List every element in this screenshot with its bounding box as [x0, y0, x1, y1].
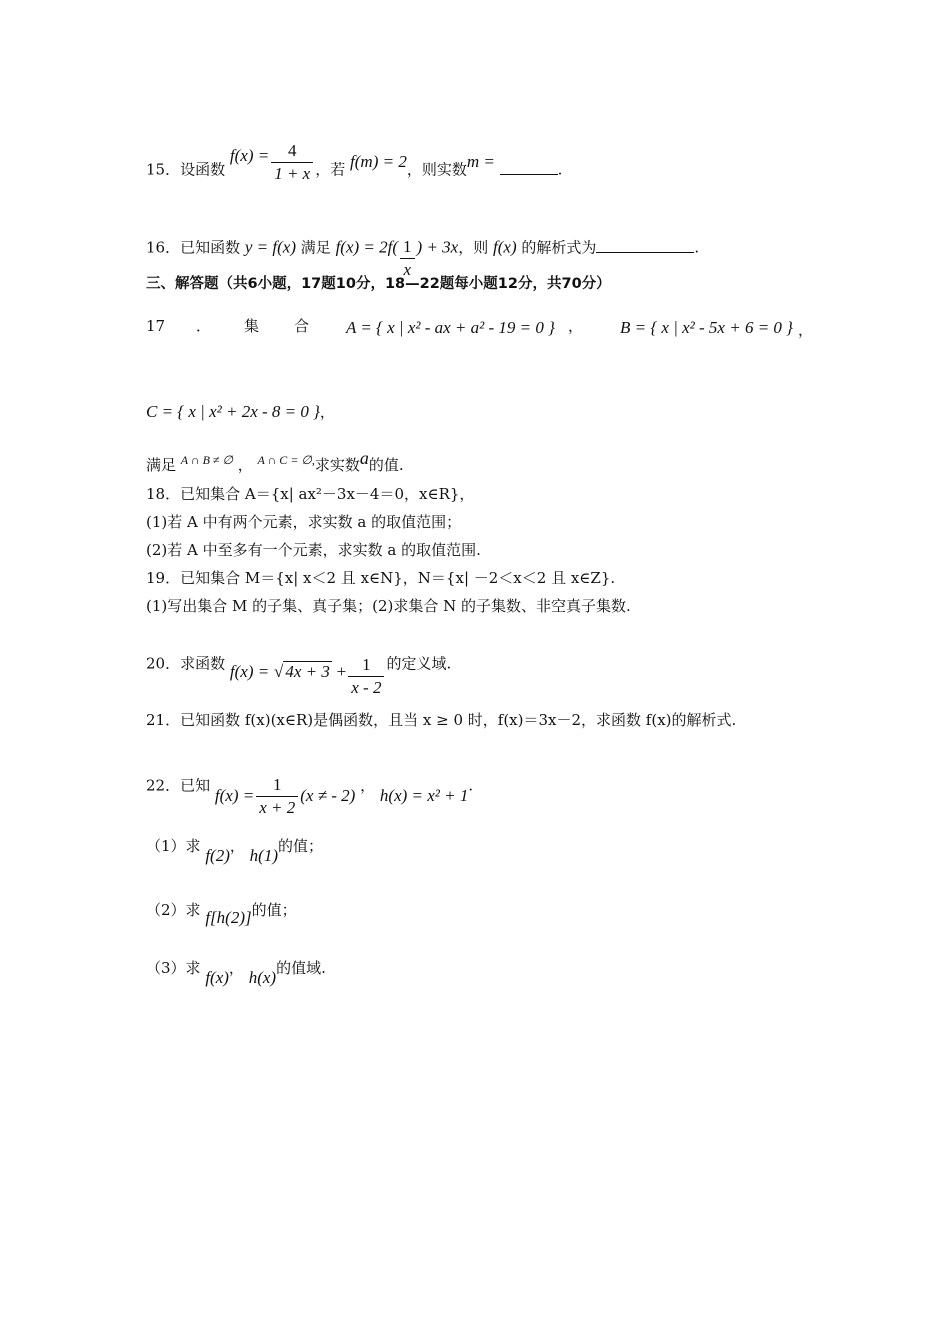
part-label: （1）求 [146, 837, 201, 855]
plus-sign: + [336, 661, 347, 681]
math-block: f(x) = √ 4x + 3 + $\frac{1}{x - 2}$ [230, 663, 387, 681]
math-expression: h(x) = x² + 1 [379, 785, 469, 805]
question-text: 已知函数 [180, 238, 241, 257]
math-expression: f(x) [493, 237, 517, 257]
question-number: 16． [146, 238, 181, 257]
question-22-part-3 [146, 958, 326, 987]
part-label: （3）求 [146, 959, 201, 977]
math-expression: f(x) = 2f( [335, 237, 399, 257]
question-17-set-c [146, 402, 335, 422]
math-expression: ) + 3x [416, 237, 459, 257]
question-number: 20． [146, 654, 181, 673]
question-text: 求函数 [180, 654, 226, 673]
section-heading: 三、解答题（共6小题，17题10分，18—22题每小题12分，共70分） [146, 276, 611, 292]
math-expression: A ∩ C = ∅, [257, 453, 315, 467]
math-expression: f(x) = [229, 661, 270, 681]
fraction-denominator: x + 2 [259, 798, 296, 817]
question-text: 的值域. [276, 959, 326, 977]
math-expression: f[h(2)] [205, 908, 252, 927]
fraction [256, 774, 298, 819]
comma: ， [237, 456, 253, 474]
question-text: 的值； [251, 901, 297, 919]
question-text: 的值； [278, 837, 324, 855]
math-expression: y = f(x) [244, 237, 296, 257]
fraction [271, 140, 313, 185]
question-15 [146, 141, 563, 193]
math-expression: f(x) [205, 968, 229, 987]
fraction-numerator: 1 [348, 654, 384, 677]
math-variable: a [359, 448, 369, 468]
question-18-part-2: (2)若 A 中至多有一个元素，求实数 a 的取值范围. [146, 541, 481, 559]
period: . [468, 776, 474, 795]
question-19-stem: 19．已知集合 M＝{x| x＜2 且 x∈N}，N＝{x| －2＜x＜2 且 x∈Z}. [146, 569, 616, 587]
question-22-part-1 [146, 836, 324, 865]
comma: ， [798, 321, 814, 339]
fraction-numerator: 1 [256, 774, 298, 797]
question-text: 集 [244, 317, 260, 335]
answer-blank[interactable] [500, 160, 558, 175]
math-expression: f(x) = [229, 145, 270, 165]
question-18-stem: 18．已知集合 A＝{x| ax²－3x－4＝0，x∈R}， [146, 485, 475, 503]
fraction-numerator: 1 [400, 236, 415, 259]
question-number: 22． [146, 776, 181, 795]
question-text: 的解析式为 [521, 238, 597, 257]
question-22 [146, 764, 474, 817]
math-block [214, 775, 356, 817]
math-expression: f(x) = [214, 785, 255, 805]
question-text: 已知 [180, 776, 211, 795]
set-a-expression: A = { x | x² - ax + a² - 19 = 0 } [346, 318, 555, 337]
question-17 [146, 316, 826, 339]
question-20 [146, 642, 452, 697]
fraction-denominator: x [403, 260, 412, 279]
question-19-parts: (1)写出集合 M 的子集、真子集；(2)求集合 N 的子集数、非空真子集数. [146, 597, 631, 615]
comma: ， [568, 317, 584, 335]
question-text: 合 [294, 317, 310, 335]
math-expression: (x ≠ - 2) [300, 785, 356, 805]
question-text: 满足 [300, 238, 331, 257]
question-text: 求实数 [314, 456, 360, 474]
comma: ， [319, 403, 335, 421]
comma: ， [360, 776, 376, 795]
question-text: 的定义域. [386, 654, 452, 673]
math-expression: f(m) = 2 [350, 151, 407, 171]
question-18-part-1: (1)若 A 中有两个元素，求实数 a 的取值范围； [146, 513, 462, 531]
question-17-condition [146, 448, 404, 476]
question-text: ，则 [458, 238, 489, 257]
fraction-numerator: 4 [271, 140, 313, 163]
fraction-denominator: x - 2 [351, 678, 382, 697]
fraction-denominator: 1 + x [274, 164, 311, 183]
math-expression: h(1) [249, 846, 278, 865]
comma: ， [229, 837, 245, 855]
part-label: （2）求 [146, 901, 201, 919]
fraction [348, 654, 384, 699]
question-text: 的值. [368, 456, 404, 474]
math-expression: f(2) [205, 846, 230, 865]
math-expression: m = [466, 151, 495, 171]
question-dot: ． [196, 317, 212, 335]
question-16 [146, 226, 700, 279]
question-text: ，则实数 [406, 160, 467, 179]
question-text: ，若 [315, 160, 346, 179]
question-number: 17 [146, 317, 166, 335]
question-number: 15． [146, 160, 181, 179]
period: . [694, 238, 700, 257]
math-expression: A ∩ B ≠ ∅ [180, 453, 233, 467]
math-expression: h(x) [248, 968, 277, 987]
radicand: 4x + 3 [285, 661, 330, 681]
comma: ， [228, 959, 244, 977]
set-b-expression: B = { x | x² - 5x + 6 = 0 } [620, 318, 793, 337]
question-21: 21．已知函数 f(x)(x∈R)是偶函数，且当 x ≥ 0 时，f(x)＝3x－2，求函数 f(x)的解析式. [146, 711, 737, 729]
period: . [557, 160, 563, 179]
question-text: 设函数 [180, 160, 226, 179]
question-text: 满足 [146, 456, 177, 474]
set-c-expression: C = { x | x² + 2x - 8 = 0 } [146, 402, 320, 421]
question-22-part-2 [146, 900, 297, 927]
answer-blank[interactable] [596, 238, 694, 253]
